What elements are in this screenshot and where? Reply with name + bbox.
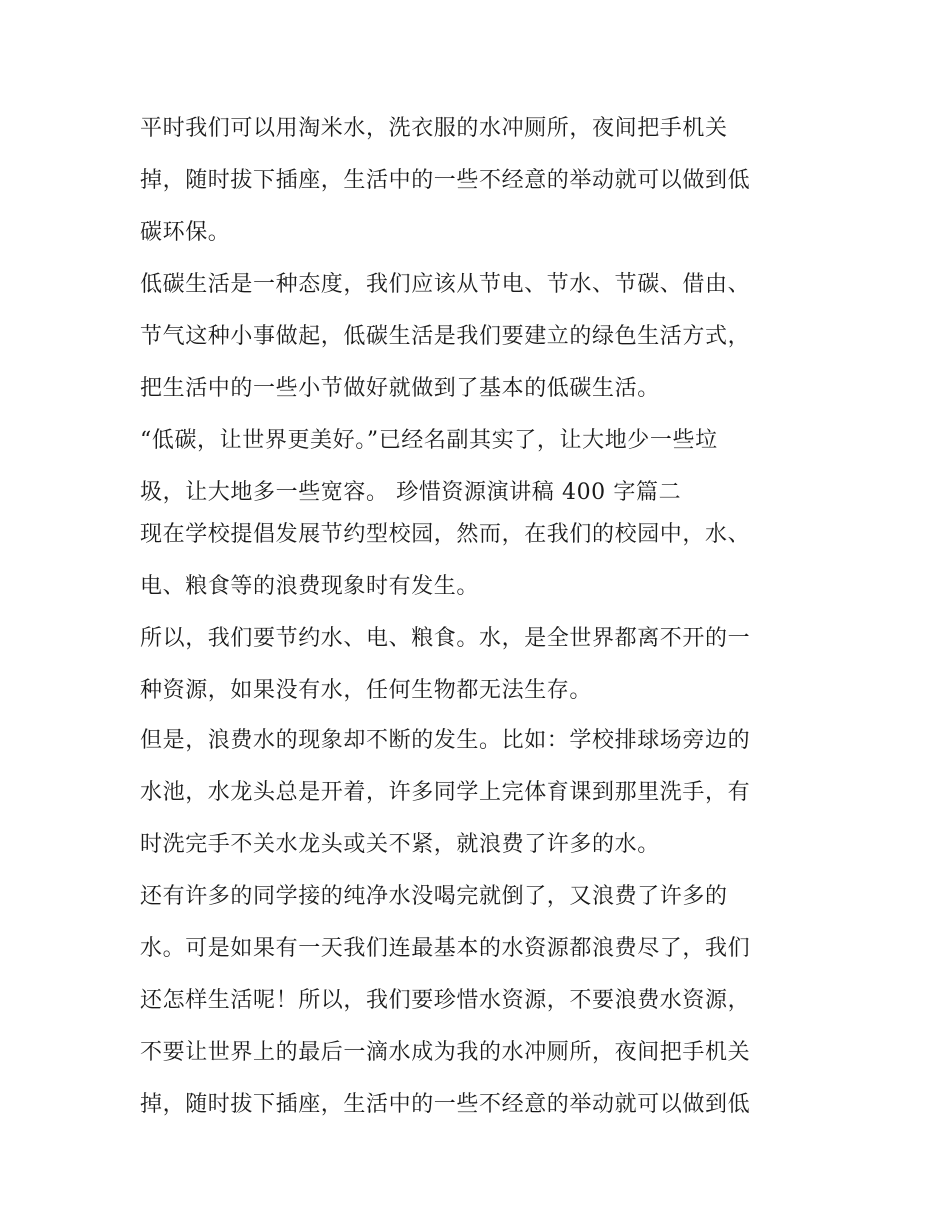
text-line: 现在学校提倡发展节约型校园，然而，在我们的校园中，水、 xyxy=(140,522,751,547)
text-line: 还怎样生活呢！所以，我们要珍惜水资源，不要浪费水资源， xyxy=(140,988,751,1013)
text-line: 水。可是如果有一天我们连最基本的水资源都浪费尽了，我们 xyxy=(140,936,751,961)
text-line: 时洗完手不关水龙头或关不紧，就浪费了许多的水。 xyxy=(140,832,660,857)
text-line: 不要让世界上的最后一滴水成为我的水冲厕所，夜间把手机关 xyxy=(140,1040,751,1065)
text-line: 掉，随时拔下插座，生活中的一些不经意的举动就可以做到低 xyxy=(140,1092,751,1117)
text-line: 还有许多的同学接的纯净水没喝完就倒了，又浪费了许多的 xyxy=(140,884,728,909)
text-line: 但是，浪费水的现象却不断的发生。比如：学校排球场旁边的 xyxy=(140,728,751,753)
text-line: 圾，让大地多一些宽容。 珍惜资源演讲稿 400 字篇二 xyxy=(140,480,682,505)
text-line: 掉，随时拔下插座，生活中的一些不经意的举动就可以做到低 xyxy=(140,168,751,193)
text-line: 所以，我们要节约水、电、粮食。水，是全世界都离不开的一 xyxy=(140,626,751,651)
text-line: “低碳，让世界更美好。”已经名副其实了，让大地少一些垃 xyxy=(140,428,718,453)
text-line: 节气这种小事做起，低碳生活是我们要建立的绿色生活方式， xyxy=(140,324,751,349)
text-line: 碳环保。 xyxy=(140,220,231,245)
text-line: 把生活中的一些小节做好就做到了基本的低碳生活。 xyxy=(140,376,660,401)
text-line: 电、粮食等的浪费现象时有发生。 xyxy=(140,574,480,599)
text-line: 低碳生活是一种态度，我们应该从节电、节水、节碳、借由、 xyxy=(140,272,751,297)
text-line: 水池，水龙头总是开着，许多同学上完体育课到那里洗手，有 xyxy=(140,780,751,805)
text-line: 种资源，如果没有水，任何生物都无法生存。 xyxy=(140,678,593,703)
text-line: 平时我们可以用淘米水，洗衣服的水冲厕所，夜间把手机关 xyxy=(140,116,728,141)
